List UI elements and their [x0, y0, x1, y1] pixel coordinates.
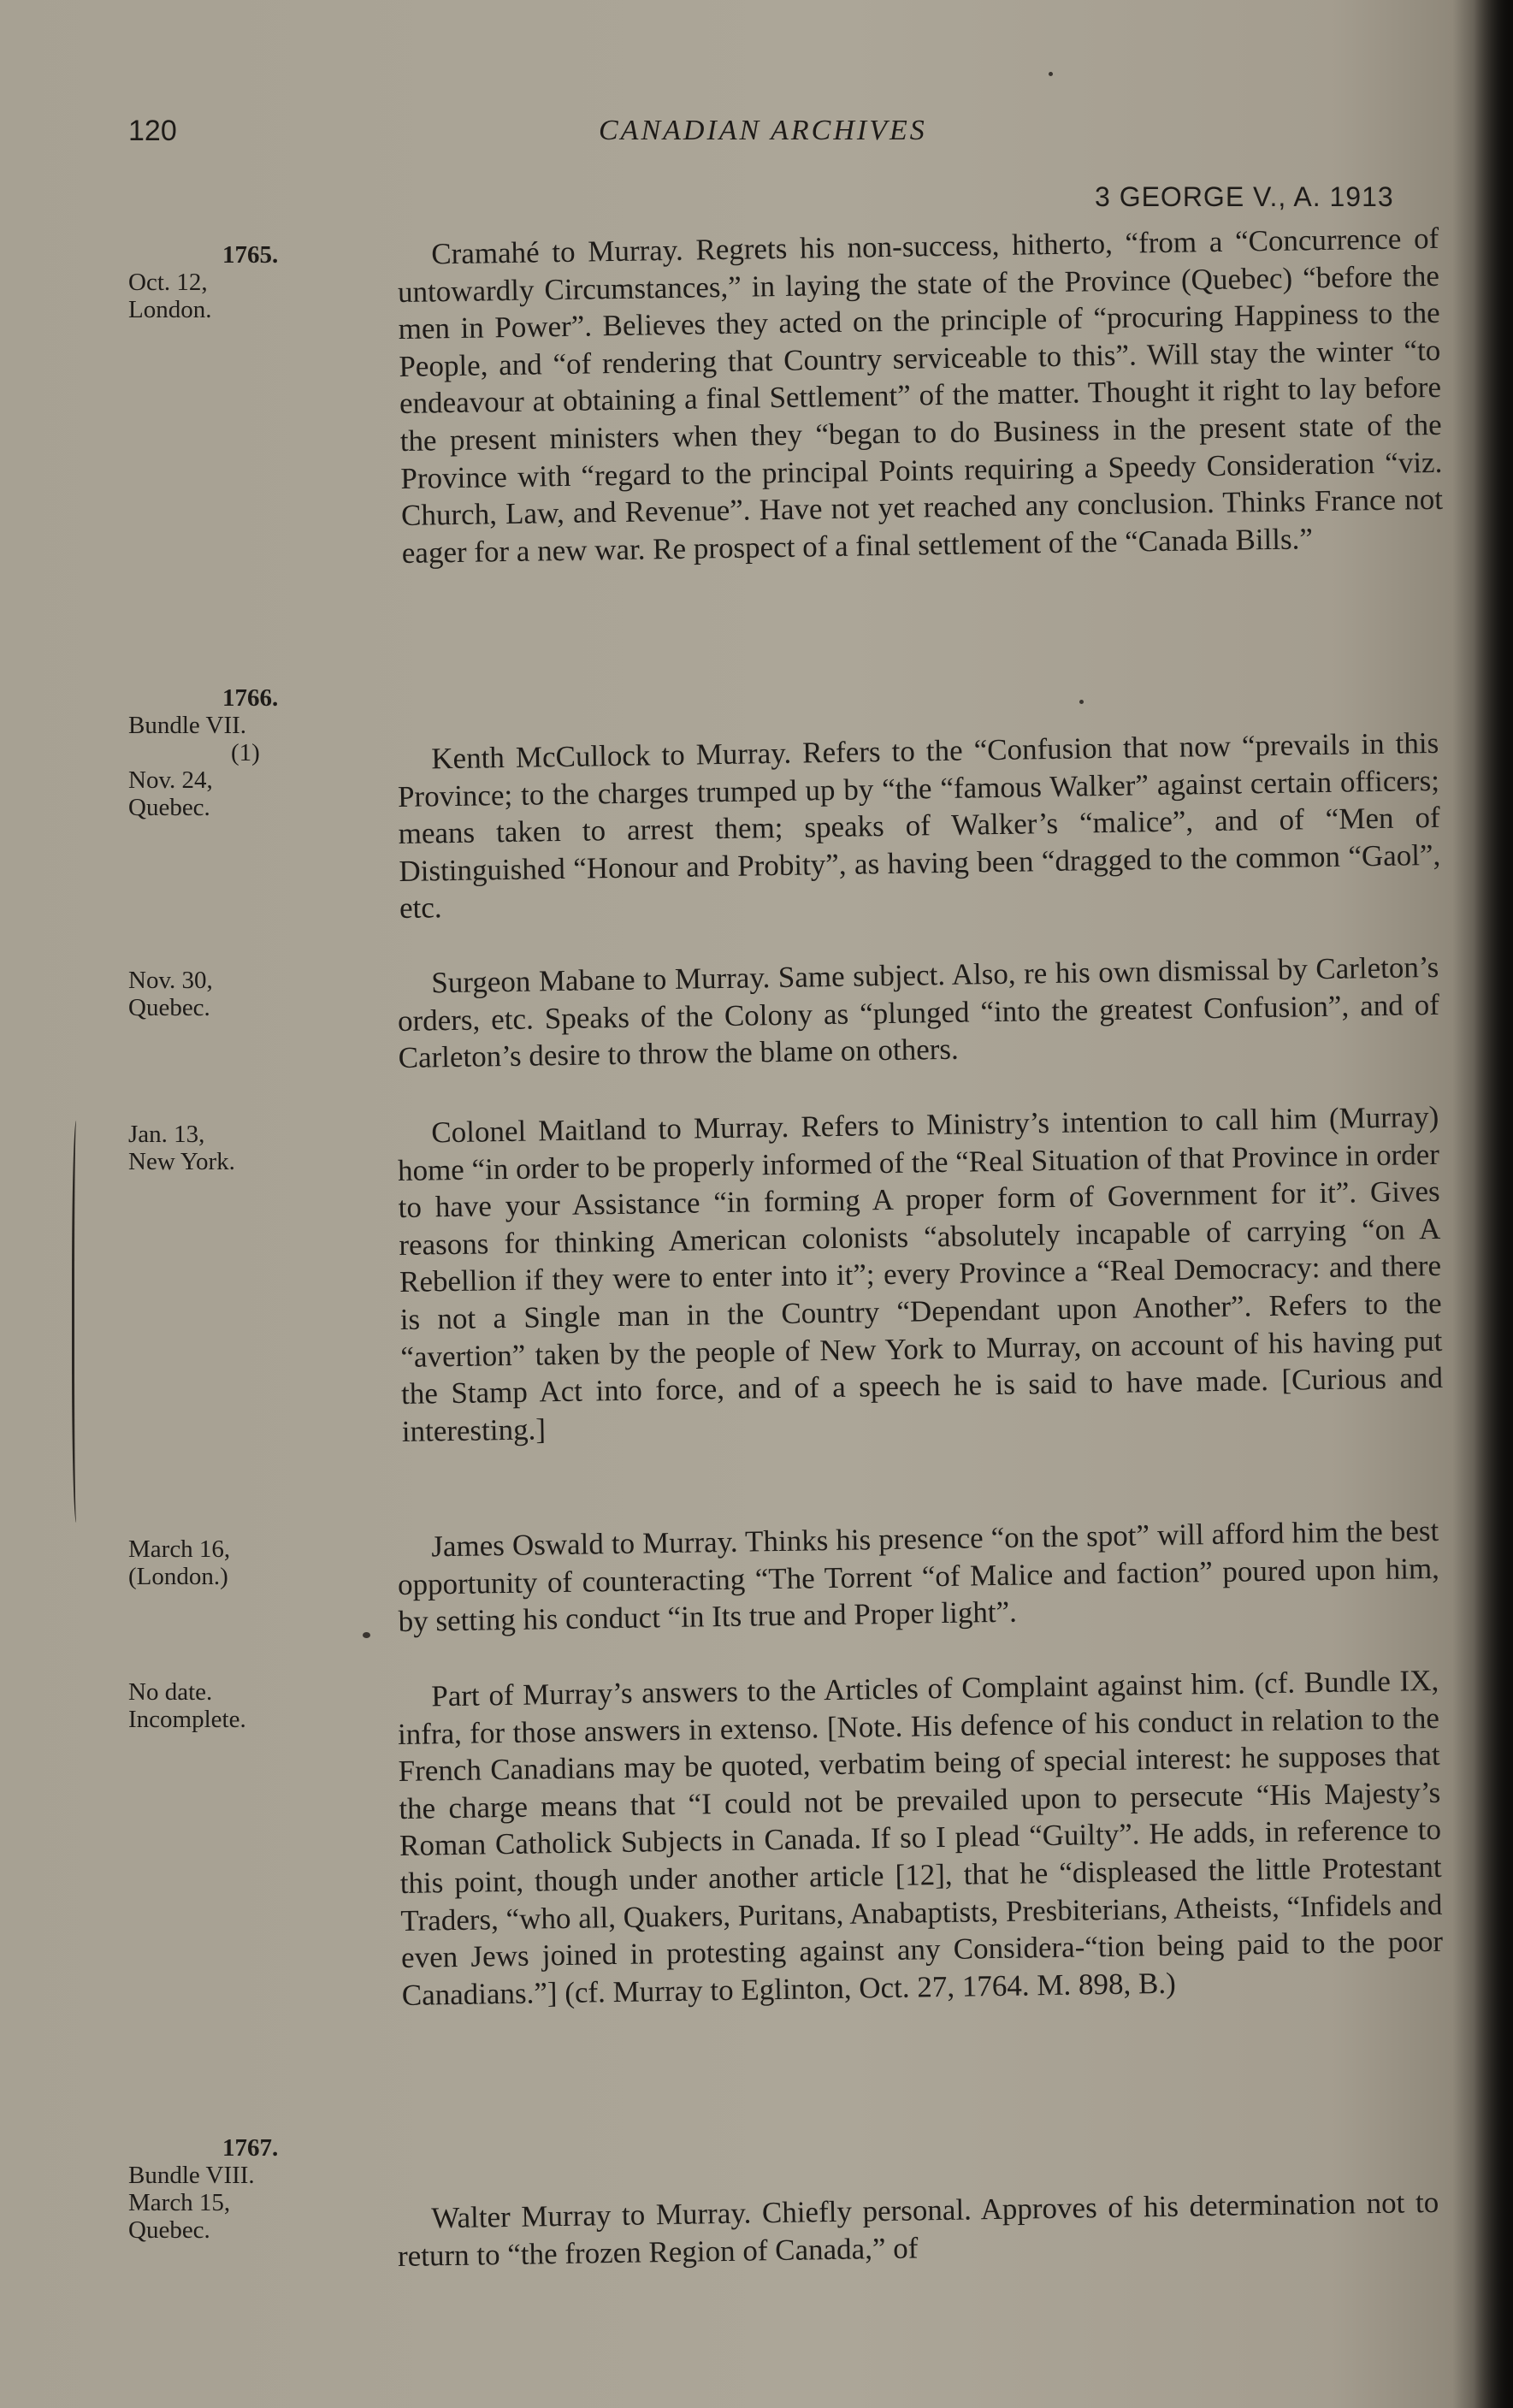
margin-date: Nov. 30,	[128, 967, 213, 994]
margin-note-1	[128, 241, 325, 323]
margin-note-4	[128, 1121, 325, 1175]
margin-place: Quebec.	[128, 2216, 210, 2244]
entry-text: Walter Murray to Murray. Chiefly personal. Approves of his determination not to return to “the frozen Region of Canada,” of	[397, 2185, 1439, 2273]
margin-date: Nov. 24,	[128, 766, 213, 794]
paper-speck	[1049, 72, 1053, 76]
entry-oswald	[397, 1512, 1440, 1641]
entry-maitland	[397, 1098, 1444, 1450]
paper-speck	[363, 1632, 370, 1638]
entry-mccullock	[397, 725, 1441, 927]
entry-text: Kenth McCullock to Murray. Refers to the “Confusion that now “prevails in this Province; to the charges trumped up by “the “famous Walker” against certain officers; means taken to arrest them; speaks of Walker’s “malice”, and of “Men of Distinguished “Honour and Probity”, as having been “dragged to the common “Gaol”, etc.	[397, 725, 1441, 926]
running-title: CANADIAN ARCHIVES	[599, 115, 927, 146]
margin-year: 1765.	[222, 241, 279, 269]
entry-walter-murray	[397, 2184, 1439, 2275]
session-label: 3 GEORGE V., A. 1913	[1095, 181, 1394, 212]
margin-note-5	[128, 1535, 325, 1590]
margin-place: Quebec.	[128, 794, 210, 821]
margin-date: Jan. 13,	[128, 1121, 205, 1148]
margin-date: March 16,	[128, 1535, 231, 1563]
margin-date: Oct. 12,	[128, 269, 208, 296]
paper-speck	[1079, 700, 1084, 704]
margin-place: Quebec.	[128, 994, 210, 1021]
margin-item-number: (1)	[231, 739, 260, 766]
book-spine-shadow	[1474, 0, 1513, 2408]
margin-note-2	[128, 684, 325, 821]
entry-text: Part of Murray’s answers to the Articles of Complaint against him. (cf. Bundle IX, infra, for those answers in extenso. [Note. His defence of his conduct in relation to the French Canadians may be quoted, verbatim being of special interest: he supposes that the charge means that “I could not be prevailed upon to persecute “His Majesty’s Roman Catholick Subjects in Canada. If so I plead “Guilty”. He adds, in reference to this point, though under another article [12], that he “displeased the little Protestant Traders, “who all, Quakers, Puritans, Anabaptists, Presbiterians, Atheists, “Infidels and even Jews joined in protesting against any Considera-“tion being paid to the poor Canadians.”] (cf. Murray to Eglinton, Oct. 27, 1764. M. 898, B.)	[397, 1663, 1444, 2012]
entry-text: Surgeon Mabane to Murray. Same subject. Also, re his own dismissal by Carleton’s orders, etc. Speaks of the Colony as “plunged “into the greatest Confusion”, and of Carleton’s desire to throw the blame on others.	[397, 950, 1440, 1075]
margin-note-6	[128, 1678, 325, 1733]
margin-note-3	[128, 967, 325, 1021]
margin-place: New York.	[128, 1148, 235, 1175]
entry-text: James Oswald to Murray. Thinks his presence “on the spot” will afford him the best opportunity of counteracting “The Torrent “of Malice and faction” poured upon him, by setting his conduct “in Its true and Proper light”.	[397, 1513, 1440, 1639]
margin-year: 1766.	[222, 684, 279, 712]
margin-place: (London.)	[128, 1563, 228, 1590]
entry-text: Colonel Maitland to Murray. Refers to Ministry’s intention to call him (Murray) home “in order to be properly informed of the “Real Situation of that Province in order to have your Assistance “in forming A proper form of Government for it”. Gives reasons for thinking American colonists “absolutely incapable of carrying “on A Rebellion if they were to enter into it”; every Province a “Real Democracy: and there is not a Single man in the Country “Dependant upon Another”. Refers to the “avertion” taken by the people of New York to Murray, on account of his having put the Stamp Act into force, and of a speech he is said to have made. [Curious and interesting.]	[397, 1099, 1444, 1448]
margin-place: London.	[128, 296, 212, 323]
margin-place: Incomplete.	[128, 1706, 246, 1733]
entry-text: Cramahé to Murray. Regrets his non-success, hitherto, “from a “Concurrence of untowardly Circumstances,” in laying the state of the Province (Quebec) “before the men in Power”. Believes they acted on the principle of “procuring Happiness to the People, and “of rendering that Country serviceable to this”. Will stay the winter “to endeavour at obtaining a final Settlement” of the matter. Thought it right to lay before the present ministers when they “began to do Business in the present state of the Province with “regard to the principal Points requiring a Speedy Consideration “viz. Church, Law, and Revenue”. Have not yet reached any conclusion. Thinks France not eager for a new war. Re prospect of a final settlement of the “Canada Bills.”	[397, 221, 1444, 570]
page-number: 120	[128, 115, 177, 147]
margin-note-7	[128, 2134, 325, 2244]
pencil-margin-mark	[72, 1121, 83, 1523]
margin-date: March 15,	[128, 2189, 231, 2216]
margin-bundle: Bundle VIII.	[128, 2162, 255, 2189]
entry-murray-answers	[397, 1662, 1444, 2014]
entry-cramahe	[397, 220, 1444, 571]
margin-bundle: Bundle VII.	[128, 712, 247, 739]
margin-year: 1767.	[222, 2134, 279, 2162]
margin-date: No date.	[128, 1678, 213, 1706]
entry-mabane	[397, 949, 1440, 1077]
